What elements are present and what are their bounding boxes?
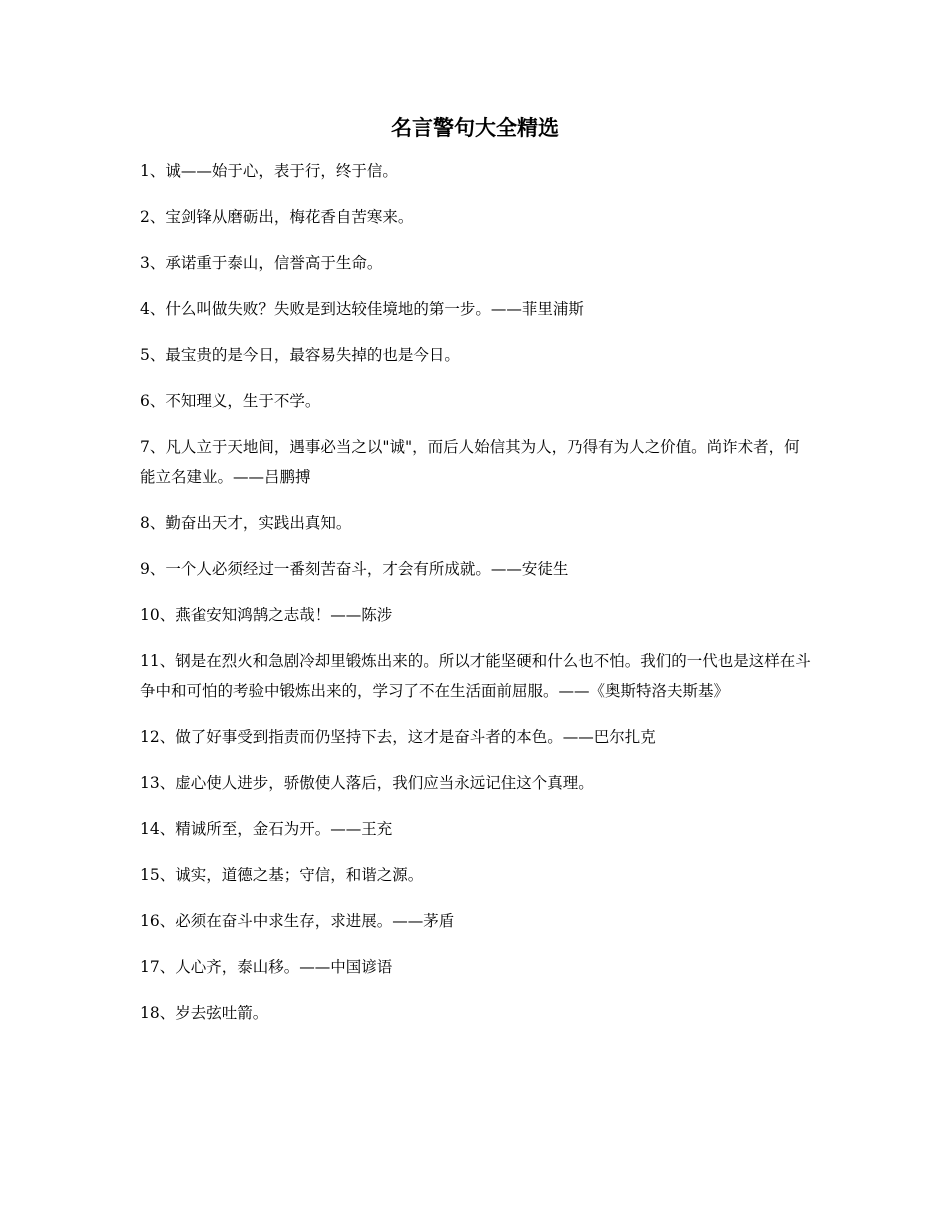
- quote-item: 2、宝剑锋从磨砺出，梅花香自苦寒来。: [140, 208, 414, 226]
- quote-item: 6、不知理义，生于不学。: [140, 392, 321, 410]
- quote-item: 8、勤奋出天才，实践出真知。: [140, 514, 352, 532]
- quote-item: 10、燕雀安知鸿鹄之志哉！——陈涉: [140, 606, 393, 624]
- quote-item: 18、岁去弦吐箭。: [140, 1004, 269, 1022]
- quote-item: 17、人心齐，泰山移。——中国谚语: [140, 958, 393, 976]
- quote-item: 14、精诚所至，金石为开。——王充: [140, 820, 393, 838]
- quote-item: 3、承诺重于泰山，信誉高于生命。: [140, 254, 383, 272]
- quote-item: 13、虚心使人进步，骄傲使人落后，我们应当永远记住这个真理。: [140, 774, 594, 792]
- quote-item: 1、诚——始于心，表于行，终于信。: [140, 162, 398, 180]
- quote-item: 7、凡人立于天地间，遇事必当之以"诚"，而后人始信其为人，乃得有为人之价值。尚诈术者，何能立名建业。——吕鹏搏: [140, 438, 800, 486]
- quote-item: 11、钢是在烈火和急剧冷却里锻炼出来的。所以才能坚硬和什么也不怕。我们的一代也是这样在斗争中和可怕的考验中锻炼出来的，学习了不在生活面前屈服。——《奥斯特洛夫斯基》: [140, 652, 811, 700]
- quote-item: 5、最宝贵的是今日，最容易失掉的也是今日。: [140, 346, 460, 364]
- document-title: 名言警句大全精选: [391, 115, 559, 140]
- quote-item: 15、诚实，道德之基；守信，和谐之源。: [140, 866, 424, 884]
- quote-item: 9、一个人必须经过一番刻苦奋斗，才会有所成就。——安徒生: [140, 560, 569, 578]
- quote-item: 12、做了好事受到指责而仍坚持下去，这才是奋斗者的本色。——巴尔扎克: [140, 728, 656, 746]
- quote-item: 16、必须在奋斗中求生存，求进展。——茅盾: [140, 912, 455, 930]
- quote-list: [140, 156, 812, 1044]
- quote-item: 4、什么叫做失败？失败是到达较佳境地的第一步。——菲里浦斯: [140, 300, 584, 318]
